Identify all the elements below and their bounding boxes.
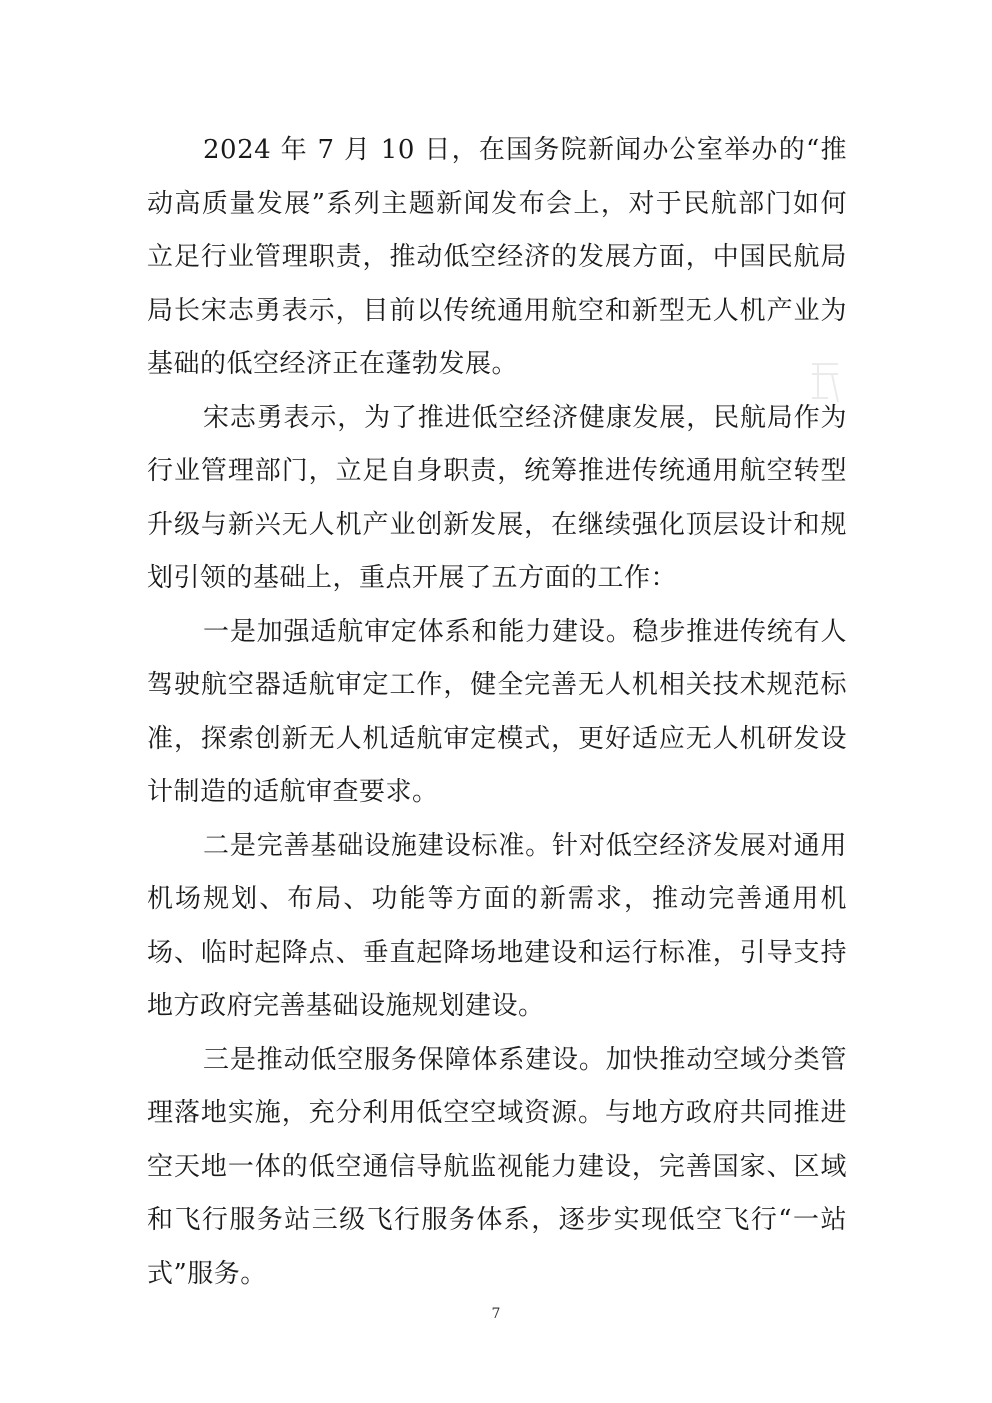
page-number: 7 <box>491 1306 501 1322</box>
paragraph-airworthiness: 一是加强适航审定体系和能力建设。稳步推进传统有人驾驶航空器适航审定工作，健全完善无人机相关技术规范标准，探索创新无人机适航审定模式，更好适应无人机研发设计制造的适航审查要求。 <box>147 616 847 807</box>
document-body <box>147 124 847 1301</box>
faint-watermark-icon <box>808 358 844 408</box>
paragraph-service-system: 三是推动低空服务保障体系建设。加快推动空域分类管理落地实施，充分利用低空空域资源。与地方政府共同推进空天地一体的低空通信导航监视能力建设，完善国家、区域和飞行服务站三级飞行服务体系，逐步实现低空飞行“一站式”服务。 <box>147 1044 847 1289</box>
paragraph-press-conference: 2024 年 7 月 10 日，在国务院新闻办公室举办的“推动高质量发展”系列主题新闻发布会上，对于民航部门如何立足行业管理职责，推动低空经济的发展方面，中国民航局局长宋志勇表示，目前以传统通用航空和新型无人机产业为基础的低空经济正在蓬勃发展。 <box>147 135 847 379</box>
paragraph-five-areas-intro: 宋志勇表示，为了推进低空经济健康发展，民航局作为行业管理部门，立足自身职责，统筹推进传统通用航空转型升级与新兴无人机产业创新发展，在继续强化顶层设计和规划引领的基础上，重点开展了五方面的工作： <box>147 402 847 593</box>
paragraph-infrastructure: 二是完善基础设施建设标准。针对低空经济发展对通用机场规划、布局、功能等方面的新需求，推动完善通用机场、临时起降点、垂直起降场地建设和运行标准，引导支持地方政府完善基础设施规划建设。 <box>147 830 847 1021</box>
